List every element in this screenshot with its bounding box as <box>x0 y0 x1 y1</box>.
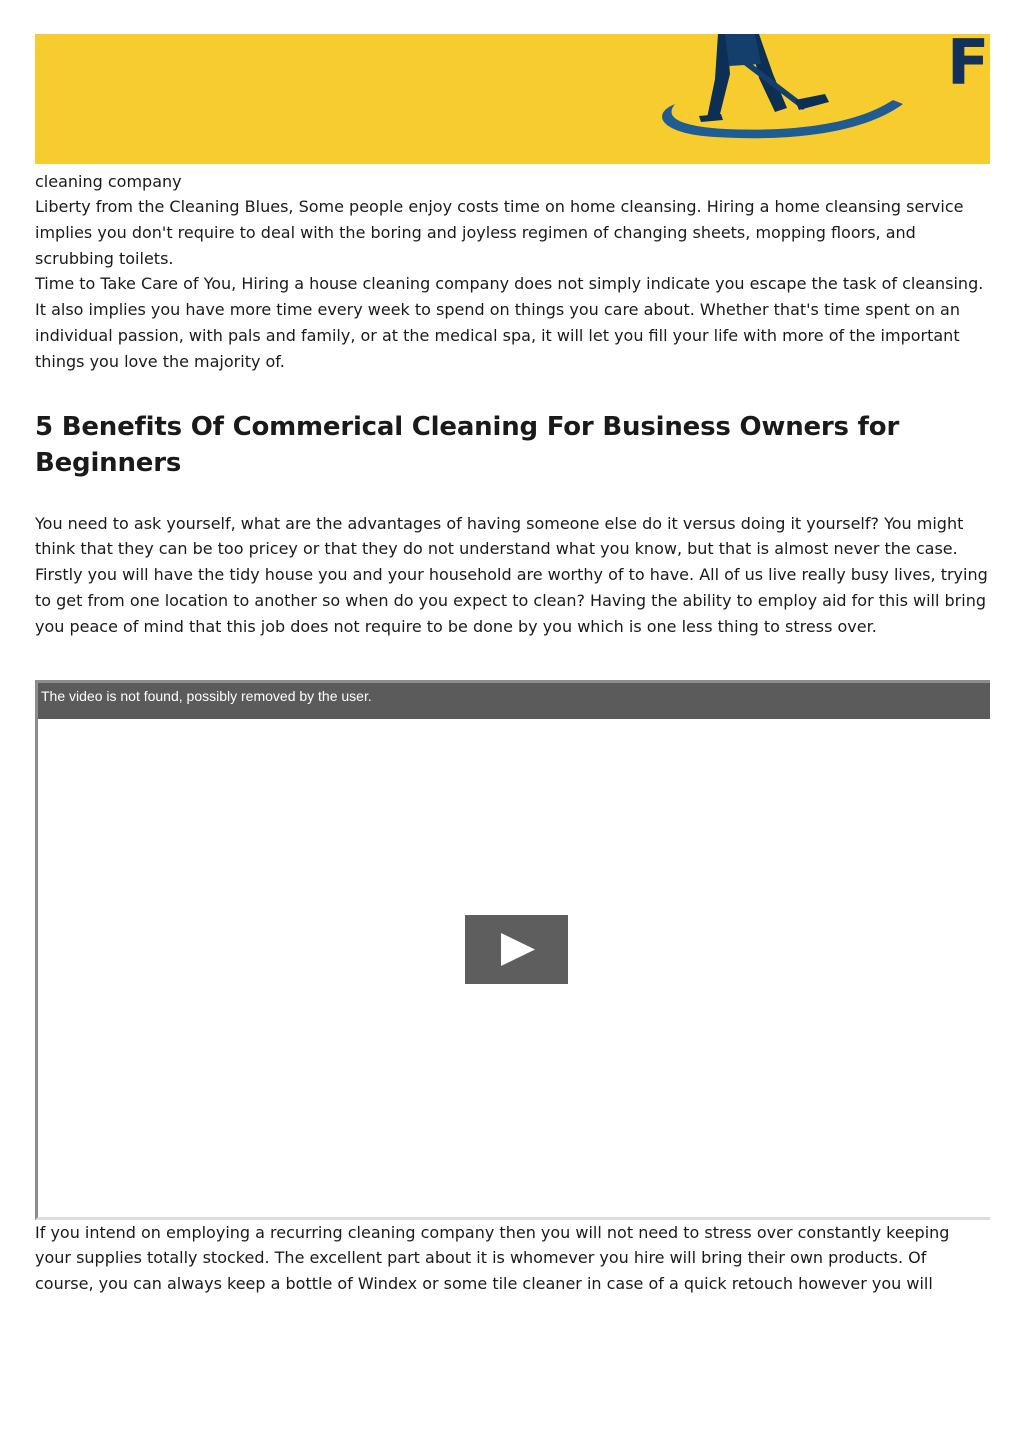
paragraph-supplies: If you intend on employing a recurring cleaning company then you will not need to stress over constantly keeping your supplies totally stocked. The excellent part about it is whomever you hire will bring their own products. Of course, you can always keep a bottle of Windex or some tile cleaner in case of a quick retouch however you will <box>35 1222 950 1294</box>
video-embed[interactable] <box>35 680 990 1220</box>
cleaner-logo-graphic <box>35 34 990 164</box>
section-heading: 5 Benefits Of Commerical Cleaning For Business Owners for Beginners <box>35 411 900 478</box>
video-title-bar <box>38 683 990 719</box>
play-button[interactable] <box>465 915 568 984</box>
paragraph-liberty: Liberty from the Cleaning Blues, Some people enjoy costs time on home cleansing. Hiring a home cleansing service implies you don't require to deal with the boring and joyless regimen of changing sheets, mopping floors, and scrubbing toilets. <box>35 197 964 268</box>
logo-letter: F <box>947 34 990 99</box>
paragraph-advantages: You need to ask yourself, what are the advantages of having someone else do it versus doing it yourself? You might think that they can be too pricey or that they do not understand what you know, but that is almost never the case. <box>35 513 964 559</box>
banner-image <box>35 34 990 164</box>
article <box>35 34 990 1297</box>
paragraph-tidy-house: Firstly you will have the tidy house you and your household are worthy of to have. All of us live really busy lives, trying to get from one location to another so when do you expect to clean? Having the ability to employ aid for this will bring you peace of mind that this job does not require to be done by you which is one less thing to stress over. <box>35 565 988 636</box>
video-error-message: The video is not found, possibly removed by the user. <box>41 687 372 704</box>
image-caption: cleaning company <box>35 172 182 191</box>
paragraph-time-for-you: Time to Take Care of You, Hiring a house cleaning company does not simply indicate you escape the task of cleansing. It also implies you have more time every week to spend on things you care about. Whether that's time spent on an individual passion, with pals and family, or at the medical spa, it will let you fill your life with more of the important things you love the majority of. <box>35 274 984 371</box>
play-icon <box>465 915 568 984</box>
